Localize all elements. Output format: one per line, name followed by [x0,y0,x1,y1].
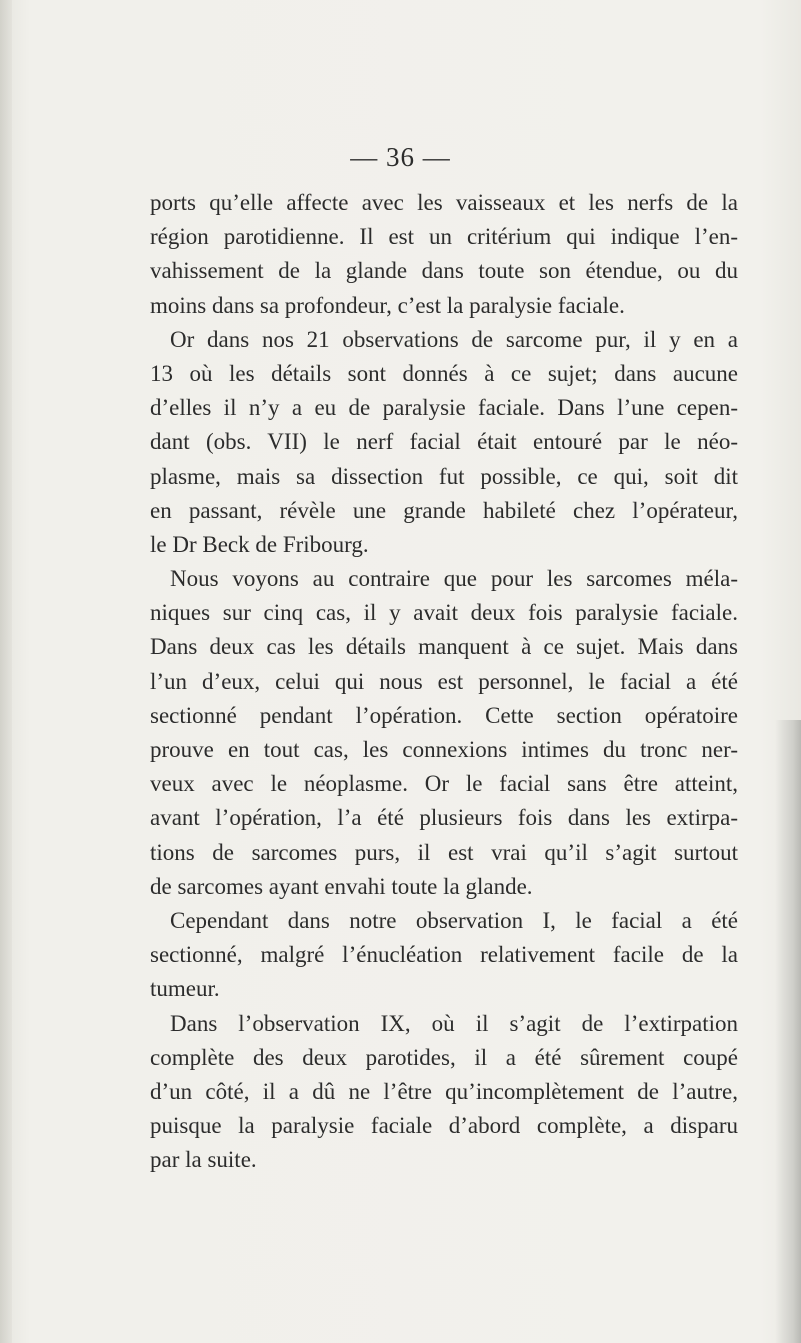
paragraph-start: Dans l’observation IX, où il s’agit de l’extirpation [170,1010,738,1036]
text-line: d’elles il n’y a eu de paralysie faciale. Dans l’une cepen- [150,395,738,421]
text-line: d’un côté, il a dû ne l’être qu’incomplètement de l’autre, [150,1078,738,1104]
text-line: avant l’opération, l’a été plusieurs fois dans les extirpa- [150,805,738,831]
text-line: sectionné pendant l’opération. Cette section opératoire [150,702,738,728]
paragraph-start: Cependant dans notre observation I, le facial a été [170,907,738,933]
body-text [150,186,738,1177]
text-line: ports qu’elle affecte avec les vaisseaux et les nerfs de la [150,190,738,215]
paragraph-start: Or dans nos 21 observations de sarcome pur, il y en a [170,326,738,352]
text-line: veux avec le néoplasme. Or le facial sans être atteint, [150,771,738,797]
text-line: région parotidienne. Il est un critérium qui indique l’en- [150,224,738,250]
text-line: sectionné, malgré l’énucléation relativement facile de la [150,942,738,968]
page-right-edge [775,720,801,1343]
page-number: — 36 — [350,142,451,172]
text-line: dant (obs. VII) le nerf facial était entouré par le néo- [150,429,738,455]
text-line: l’un d’eux, celui qui nous est personnel, le facial a été [150,668,738,694]
text-line: tumeur. [150,976,220,1002]
text-line: prouve en tout cas, les connexions intimes du tronc ner- [150,737,738,762]
page-left-edge [0,0,12,1343]
text-line: vahissement de la glande dans toute son étendue, ou du [150,258,738,284]
text-line: niques sur cinq cas, il y avait deux fois paralysie faciale. [150,600,738,626]
text-line: 13 où les détails sont donnés à ce sujet; dans aucune [150,360,738,386]
text-line: moins dans sa profondeur, c’est la paralysie faciale. [150,292,625,318]
text-line: par la suite. [150,1147,257,1173]
text-line: puisque la paralysie faciale d’abord complète, a disparu [150,1113,738,1139]
text-line: en passant, révèle une grande habileté chez l’opérateur, [150,497,738,523]
paragraph-start: Nous voyons au contraire que pour les sarcomes méla- [170,566,738,592]
text-line: Dans deux cas les détails manquent à ce sujet. Mais dans [150,634,738,660]
text-line: le Dr Beck de Fribourg. [150,531,369,557]
text-line: complète des deux parotides, il a été sûrement coupé [150,1044,738,1070]
text-line: de sarcomes ayant envahi toute la glande. [150,873,533,899]
text-line: plasme, mais sa dissection fut possible, ce qui, soit dit [150,463,738,489]
text-line: tions de sarcomes purs, il est vrai qu’il s’agit surtout [150,839,738,865]
